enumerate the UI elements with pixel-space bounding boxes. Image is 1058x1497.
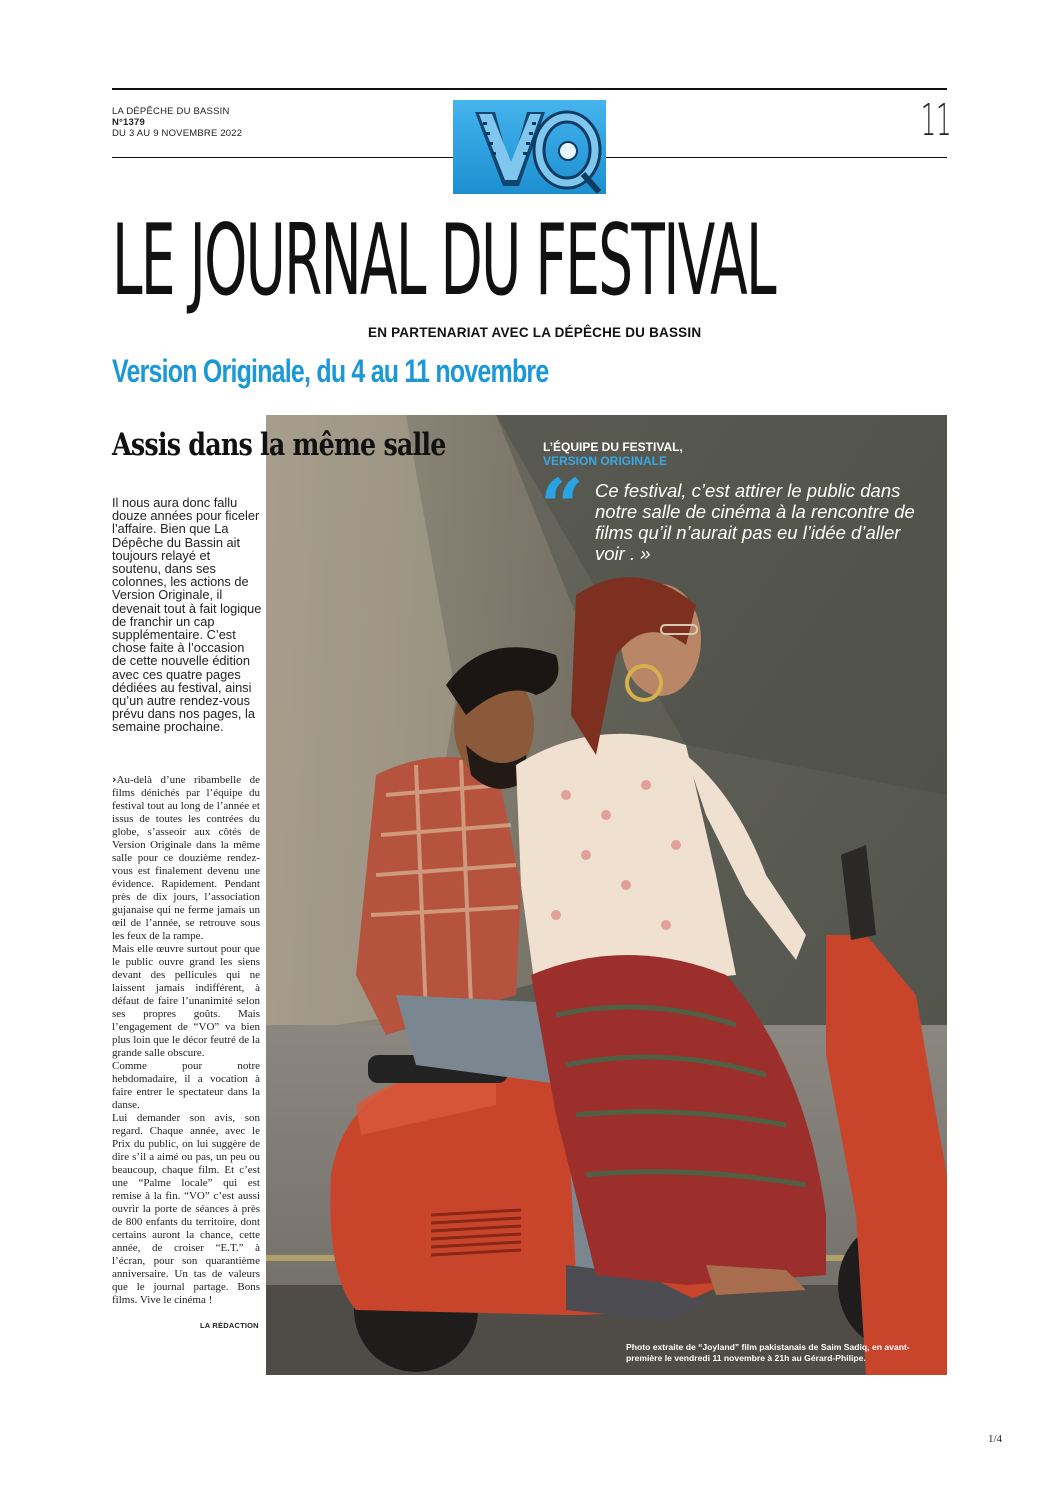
quote-mark-icon: “ <box>540 462 584 551</box>
page-number: 11 <box>920 95 952 146</box>
article-paragraph: Comme pour notre hebdomadaire, il a vocation à faire entrer le spectateur dans la danse. <box>112 1060 260 1111</box>
article-paragraph-text: Au-delà d’une ribambelle de films dénichés par l’équipe du festival tout au long de l’année et issus de toutes les contrées du globe, s’asseoir aux côtés de Version Originale dans la même salle pour ce douzième rendez-vous est finalement devenu une évidence. Rapidement. Pendant près de dix jours, l’association gujanaise qui ne ferme jamais un œil de l’année, se retrouve sous les feux de la rampe. <box>112 774 260 942</box>
page-counter: 1/4 <box>988 1433 1003 1445</box>
masthead-paper: LA DÉPÊCHE DU BASSIN <box>112 106 230 117</box>
masthead-issue: N°1379 <box>112 117 145 128</box>
festival-subtitle: Version Originale, du 4 au 11 novembre <box>112 353 549 389</box>
partnership-line: EN PARTENARIAT AVEC LA DÉPÊCHE DU BASSIN <box>368 325 702 340</box>
quote-author-org: VERSION ORIGINALE <box>543 454 668 468</box>
article-signature: LA RÉDACTION <box>200 1321 259 1330</box>
dropcap-marker: › <box>112 773 117 786</box>
photo-caption: Photo extraite de “Joyland” film pakistanais de Saim Sadiq, en avant-première le vendredi 11 novembre à 21h au Gérard-Philipe. <box>626 1342 910 1363</box>
article-body <box>112 773 260 1307</box>
article-paragraph: Mais elle œuvre surtout pour que le public ouvre grand les siens devant des pellicules qui ne laissent jamais indifférent, à défaut de faire l’unanimité selon ses propres goûts. Mais l’engagement de “VO” va bien plus loin que le décor feutré de la grande salle obscure. <box>112 943 260 1059</box>
quote-author: L’ÉQUIPE DU FESTIVAL, <box>543 440 683 454</box>
article-paragraph: Lui demander son avis, son regard. Chaque année, avec le Prix du public, on lui suggère de dire s’il a aimé ou pas, un peu ou beaucoup, chaque film. Et c’est une “Palme locale” qui est remise à la fin. “VO” c’est aussi ouvrir la porte de séances à près de 800 enfants du territoire, dont certains auront la chance, cette année, de croiser “E.T.” à l’écran, pour son quarantième anniversaire. Un tas de valeurs que le journal partage. Bons films. Vive le cinéma ! <box>112 1112 260 1306</box>
article-headline: Assis dans la même salle <box>112 427 446 463</box>
page-title: LE JOURNAL DU FESTIVAL <box>112 204 775 318</box>
masthead <box>112 106 242 139</box>
top-rule <box>112 88 947 90</box>
masthead-dates: DU 3 AU 9 NOVEMBRE 2022 <box>112 128 243 139</box>
article-lead: Il nous aura donc fallu douze années pour ficeler l’affaire. Bien que La Dépêche du Bassin ait toujours relayé et soutenu, dans ses colonnes, les actions de Version Originale, il devenait tout à fait logique de franchir un cap supplémentaire. C’est chose faite à l’occasion de cette nouvelle édition avec ces quatre pages dédiées au festival, ainsi qu’un autre rendez-vous prévu dans nos pages, la semaine prochaine. <box>112 495 262 735</box>
vo-festival-logo <box>453 100 606 194</box>
pull-quote: Ce festival, c’est attirer le public dans notre salle de cinéma à la rencontre de films qu’il n’aurait pas eu l’idée d’aller voir . » <box>595 480 915 564</box>
article-paragraph <box>112 773 260 943</box>
